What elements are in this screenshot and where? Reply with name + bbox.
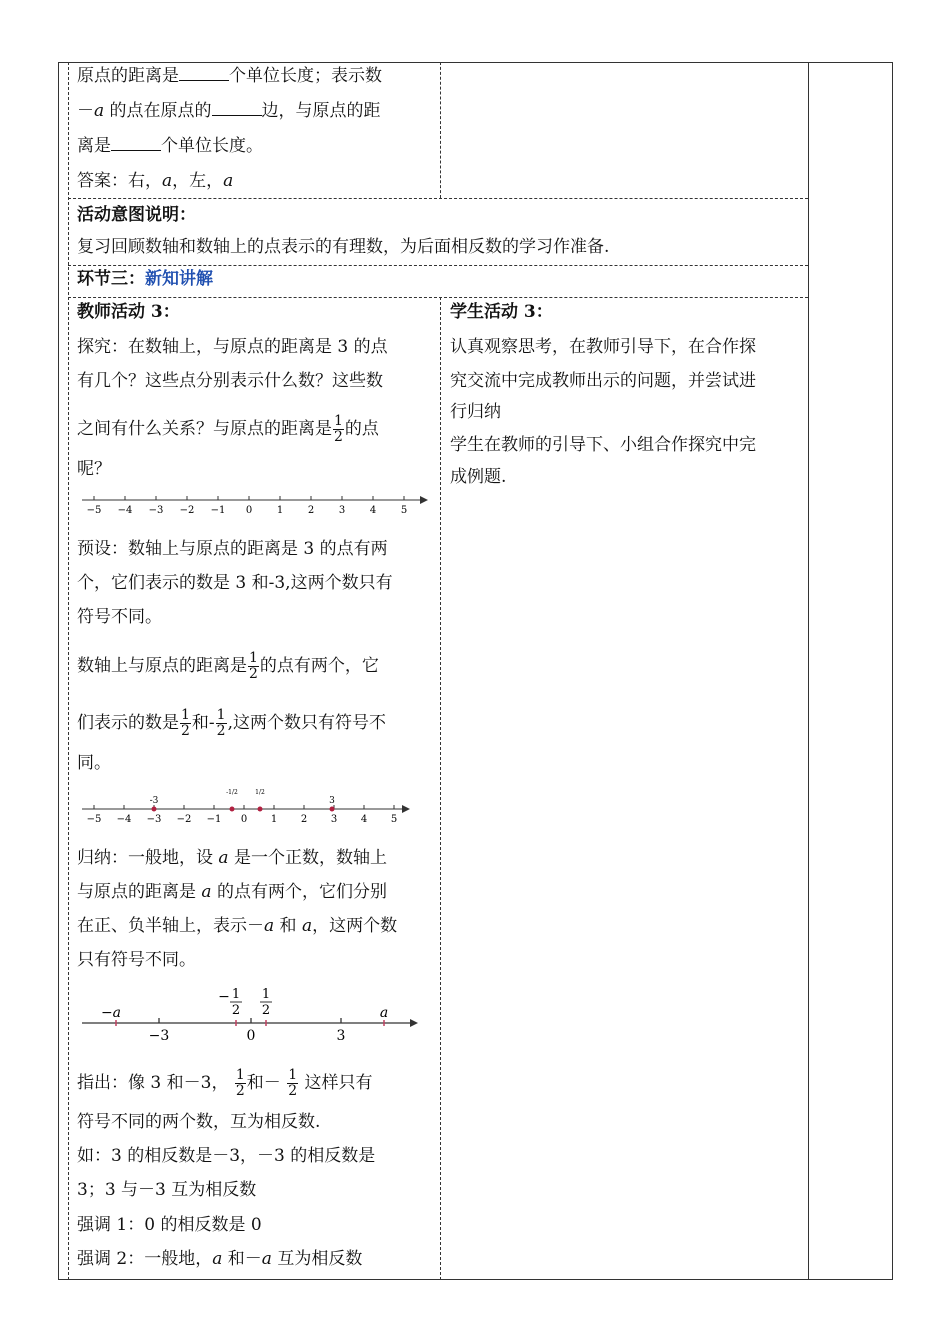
preset-line-3: 符号不同。: [77, 607, 162, 627]
label-pos3: 3: [329, 796, 335, 806]
row-divider-3: [68, 297, 808, 298]
table-right-border: [892, 62, 893, 1280]
label-pos3: 3: [336, 1028, 346, 1044]
section-heading: 环节三：新知讲解: [77, 269, 213, 289]
axis-tick-label: −4: [116, 814, 132, 825]
fraction-half: $\frac{1}{2}$: [181, 707, 190, 739]
axis-tick-label: 3: [338, 505, 346, 516]
induce-line-4: 只有符号不同。: [77, 950, 196, 970]
point-line-1: 指出：像 3 和－3， $\frac{1}{2}$ 和－ $\frac{1}{2}$ 这样只有: [77, 1067, 373, 1099]
label-neg3: -3: [149, 796, 159, 806]
intent-text: 复习回顾数轴和数轴上的点表示的有理数，为后面相反数的学习作准备.: [77, 237, 610, 257]
point-pos-half: [258, 807, 263, 812]
axis-tick-label: −3: [148, 505, 164, 516]
half-line-2: 们表示的数是 $\frac{1}{2}$ 和- $\frac{1}{2}$ ,这两个数只有符号不: [77, 707, 386, 739]
fraction-half: $\frac{1}{2}$: [235, 1067, 245, 1099]
axis-tick-label: 5: [400, 505, 408, 516]
explore-line-2: 有几个？这些点分别表示什么数？这些数: [77, 371, 383, 391]
axis-tick-label: −1: [210, 505, 226, 516]
preset-line-2: 个，它们表示的数是 3 和-3,这两个数只有: [77, 573, 393, 593]
point-neg-half: [230, 807, 235, 812]
axis-tick-label: 4: [360, 814, 368, 825]
neg-half-num: 1: [231, 987, 241, 1002]
label-neg3: −3: [148, 1028, 170, 1044]
top-line-2: －a 的点在原点的 边，与原点的距: [77, 101, 381, 121]
axis-tick-label: −1: [206, 814, 222, 825]
student-line-3: 行归纳: [450, 402, 501, 422]
top-line-3: 离是 个单位长度。: [77, 136, 263, 156]
student-line-4: 学生在教师的引导下、小组合作探究中完: [450, 435, 756, 455]
axis-tick-label: 0: [245, 505, 253, 516]
point-line-2: 符号不同的两个数，互为相反数.: [77, 1112, 321, 1132]
neg-half-den: 2: [231, 1003, 241, 1018]
inner-left-dashed: [68, 62, 69, 1280]
label-neg-half: -1/2: [226, 789, 238, 796]
explore-line-1: 探究：在数轴上，与原点的距离是 3 的点: [77, 337, 388, 357]
row-divider-1: [68, 198, 808, 199]
activity-column-divider: [440, 297, 441, 1280]
example-line-2: 3；3 与－3 互为相反数: [77, 1180, 257, 1200]
axis-tick-label: 4: [369, 505, 377, 516]
teacher-heading: 教师活动 3：: [77, 302, 180, 322]
point-neg3: [152, 807, 157, 812]
column-divider-right: [808, 62, 809, 1280]
induce-line-1: 归纳：一般地，设 a 是一个正数，数轴上: [77, 848, 387, 868]
axis-tick-label: 3: [330, 814, 338, 825]
student-line-1: 认真观察思考，在教师引导下，在合作探: [450, 337, 756, 357]
label-pos-a: a: [379, 1005, 389, 1021]
axis-tick-label: 2: [307, 505, 315, 516]
stress-line-1: 强调 1：0 的相反数是 0: [77, 1215, 262, 1235]
induce-line-2: 与原点的距离是 a 的点有两个，它们分别: [77, 882, 387, 902]
label-neg-a: −a: [100, 1005, 122, 1021]
example-line-1: 如：3 的相反数是－3，－3 的相反数是: [77, 1146, 376, 1166]
preset-line-1: 预设：数轴上与原点的距离是 3 的点有两: [77, 539, 388, 559]
student-line-2: 究交流中完成教师出示的问题，并尝试进: [450, 371, 756, 391]
axis-tick-label: −5: [86, 814, 102, 825]
label-zero: 0: [246, 1028, 256, 1044]
axis-tick-label: −2: [179, 505, 195, 516]
axis-tick-label: −4: [117, 505, 133, 516]
axis-tick-label: −2: [176, 814, 192, 825]
axis-tick-label: 0: [240, 814, 248, 825]
point-pos3: [330, 807, 335, 812]
row-divider-2: [68, 265, 808, 266]
top-column-divider: [440, 62, 441, 198]
half-line-1: 数轴上与原点的距离是 $\frac{1}{2}$ 的点有两个，它: [77, 650, 379, 682]
number-line-3: [78, 985, 423, 1045]
axis-tick-label: 1: [276, 505, 284, 516]
pos-half-den: 2: [261, 1003, 271, 1018]
label-pos-half: 1/2: [255, 789, 265, 796]
axis-tick-label: 1: [270, 814, 278, 825]
intent-label: 活动意图说明：: [77, 205, 196, 225]
explore-line-4: 呢？: [77, 459, 111, 479]
table-top-border: [58, 62, 892, 63]
fraction-half: $\frac{1}{2}$: [334, 413, 343, 445]
fraction-half: $\frac{1}{2}$: [288, 1067, 298, 1099]
student-line-5: 成例题.: [450, 467, 507, 487]
explore-line-3: 之间有什么关系？与原点的距离是 $\frac{1}{2}$ 的点: [77, 413, 379, 445]
answer-line: 答案：右，a，左，a: [77, 171, 234, 191]
table-left-border: [58, 62, 59, 1280]
axis-tick-label: −3: [146, 814, 162, 825]
fraction-half: $\frac{1}{2}$: [249, 650, 258, 682]
induce-line-3: 在正、负半轴上，表示－a 和 a，这两个数: [77, 916, 398, 936]
axis-tick-label: 2: [300, 814, 308, 825]
number-line-2: [78, 785, 418, 827]
pos-half-num: 1: [261, 987, 271, 1002]
number-line-1: [78, 490, 428, 520]
axis-tick-label: 5: [390, 814, 398, 825]
half-line-3: 同。: [77, 753, 111, 773]
neg-half-sign: −: [218, 989, 230, 1005]
student-heading: 学生活动 3：: [450, 302, 553, 322]
stress-line-2: 强调 2：一般地，a 和－a 互为相反数: [77, 1249, 363, 1269]
axis-tick-label: −5: [86, 505, 102, 516]
table-bottom-border: [58, 1279, 892, 1280]
top-line-1: 原点的距离是 个单位长度；表示数: [77, 66, 382, 86]
fraction-half: $\frac{1}{2}$: [216, 707, 226, 739]
